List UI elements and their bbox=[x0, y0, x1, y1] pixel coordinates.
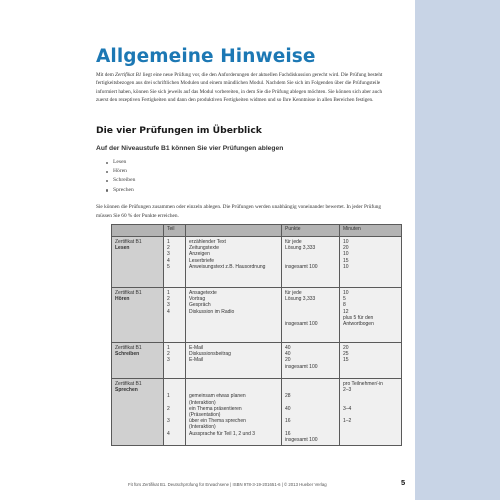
intro-text-start: Mit dem bbox=[96, 72, 116, 78]
points-cell bbox=[282, 379, 340, 446]
cell-line: 2–3 bbox=[343, 387, 352, 394]
bullet-icon bbox=[106, 162, 108, 164]
table-header-row bbox=[112, 225, 402, 237]
cell-line: (Präsentation) bbox=[189, 411, 221, 418]
skill-label: Lesen bbox=[113, 159, 127, 165]
note-paragraph: Sie können die Prüfungen zusammen oder einzeln ablegen. Die Prüfungen werden unabhängig voneinander bewertet. In jeder Prüfung müssen Sie 60 % der Punkte erreichen. bbox=[96, 204, 382, 219]
cell-line: Lesen bbox=[115, 245, 130, 252]
task-cell bbox=[186, 237, 282, 288]
header-cell: Teil bbox=[164, 225, 186, 237]
list-item bbox=[106, 167, 135, 176]
cell-line: 3–4 bbox=[343, 405, 352, 412]
cell-line: insgesamt 100 bbox=[285, 320, 318, 327]
table-row bbox=[112, 379, 402, 446]
cell-line: Diskussion im Radio bbox=[189, 308, 235, 315]
side-band bbox=[415, 0, 500, 500]
cell-line: 16 bbox=[285, 430, 291, 437]
cell-line: 40 bbox=[285, 345, 291, 351]
header-cell bbox=[186, 225, 282, 237]
cell-line: 4 bbox=[167, 430, 170, 437]
minutes-cell bbox=[340, 343, 402, 379]
cell-line: 25 bbox=[343, 351, 349, 358]
cell-line: plus 5 für den bbox=[343, 314, 374, 321]
table-body bbox=[112, 237, 402, 446]
cell-line: Leserbriefe bbox=[189, 257, 215, 264]
bullet-icon bbox=[106, 171, 108, 173]
cell-line: 3 bbox=[167, 302, 170, 309]
cell-line: Anweisungstext z.B. Hausordnung bbox=[189, 263, 266, 270]
cell-line: 2 bbox=[167, 245, 170, 252]
cell-line: Zertifikat B1 bbox=[115, 239, 142, 245]
cell-line: gemeinsam etwas planen bbox=[189, 393, 246, 400]
cell-line: 3 bbox=[167, 251, 170, 258]
cell-line: Lösung 3,333 bbox=[285, 296, 316, 303]
cell-line: 28 bbox=[285, 393, 291, 400]
cell-line: 1–2 bbox=[343, 418, 352, 425]
cell-line: 16 bbox=[285, 418, 291, 425]
footer-text: Fit fürs Zertifikat B1. Deutschprüfung für Erwachsene | ISBN 978-3-19-201651-6 | © 2013 Hueber Verlag bbox=[128, 482, 327, 487]
skills-list bbox=[106, 158, 135, 195]
cell-line: 10 bbox=[343, 239, 349, 245]
points-cell bbox=[282, 343, 340, 379]
minutes-cell bbox=[340, 288, 402, 343]
cell-line: 1 bbox=[167, 345, 170, 351]
cell-line: insgesamt 100 bbox=[285, 263, 318, 270]
cell-line: Hören bbox=[115, 296, 130, 303]
cell-line: ein Thema präsentieren bbox=[189, 405, 242, 412]
cell-line: 5 bbox=[167, 263, 170, 270]
cell-line: 5 bbox=[343, 296, 346, 303]
cell-line: insgesamt 100 bbox=[285, 436, 318, 443]
cell-line: 2 bbox=[167, 405, 170, 412]
list-item bbox=[106, 158, 135, 167]
header-cell: Punkte bbox=[282, 225, 340, 237]
bullet-icon bbox=[106, 189, 108, 191]
cell-line: E-Mail bbox=[189, 357, 204, 364]
cell-line: 1 bbox=[167, 393, 170, 400]
task-cell bbox=[186, 379, 282, 446]
exam-table bbox=[111, 224, 402, 446]
cell-line: 20 bbox=[343, 245, 349, 252]
cell-line: Zertifikat B1 bbox=[115, 290, 142, 296]
cell-line: E-Mail bbox=[189, 345, 204, 351]
cell-line: Lösung 3,333 bbox=[285, 245, 316, 252]
task-cell bbox=[186, 288, 282, 343]
cell-line: über ein Thema sprechen bbox=[189, 418, 246, 425]
minutes-cell bbox=[340, 379, 402, 446]
cell-line: für jede bbox=[285, 239, 302, 245]
bullet-icon bbox=[106, 180, 108, 182]
cell-line: Schreiben bbox=[115, 351, 140, 358]
cell-line: 40 bbox=[285, 405, 291, 412]
cell-line: 15 bbox=[343, 357, 349, 364]
cell-line: Sprechen bbox=[115, 387, 138, 394]
table-row bbox=[112, 237, 402, 288]
skill-label: Hören bbox=[113, 168, 127, 175]
intro-paragraph bbox=[96, 71, 388, 104]
cell-line: 4 bbox=[167, 308, 170, 315]
table-row bbox=[112, 343, 402, 379]
cell-line: Zertifikat B1 bbox=[115, 345, 142, 351]
header-cell bbox=[112, 225, 164, 237]
cell-line: Aussprache für Teil 1, 2 und 3 bbox=[189, 430, 256, 437]
points-cell bbox=[282, 288, 340, 343]
cell-line: Zeitungstexte bbox=[189, 245, 220, 252]
cell-line: 10 bbox=[343, 251, 349, 258]
cell-line: Vortrag bbox=[189, 296, 206, 303]
teil-cell bbox=[164, 379, 186, 446]
skill-label: Schreiben bbox=[113, 177, 136, 184]
cell-line: 20 bbox=[343, 345, 349, 351]
page-title: Allgemeine Hinweise bbox=[96, 46, 316, 67]
section-title: Die vier Prüfungen im Überblick bbox=[96, 125, 262, 136]
cell-line: 4 bbox=[167, 257, 170, 264]
module-cell bbox=[112, 288, 164, 343]
cell-line: erzählender Text bbox=[189, 239, 226, 245]
cell-line: 20 bbox=[285, 357, 291, 364]
cell-line: insgesamt 100 bbox=[285, 363, 318, 370]
points-cell bbox=[282, 237, 340, 288]
list-item bbox=[106, 176, 135, 185]
cell-line: 10 bbox=[343, 263, 349, 270]
cell-line: 40 bbox=[285, 351, 291, 358]
cell-line: pro Teilnehmer/-in bbox=[343, 381, 383, 387]
minutes-cell bbox=[340, 237, 402, 288]
cell-line: 1 bbox=[167, 239, 170, 245]
cell-line: 3 bbox=[167, 418, 170, 425]
cell-line: für jede bbox=[285, 290, 302, 296]
intro-text-rest: liegt eine neue Prüfung vor, die den Anforderungen der aktuellen Fachdiskussion gerecht wird. Die Prüfung besteht fertigkeitsbezogen aus drei schriftlichen Modulen und einem mündlichen Modul. Nachdem Sie sich im Folgenden über die Prüfungsteile informiert haben, können Sie sich jeweils auf das Modul vorbereiten, in dem Sie die Prüfung ablegen möchten. Sie können sich aber auch zuerst den rezeptiven Fertigkeiten und dann den produktiven Fertigkeiten widmen und so Ihre Kenntnisse in allen Bereichen festigen. bbox=[96, 72, 383, 103]
module-cell bbox=[112, 237, 164, 288]
sub-title: Auf der Niveaustufe B1 können Sie vier Prüfungen ablegen bbox=[96, 145, 284, 152]
cell-line: Anzeigen bbox=[189, 251, 210, 258]
cell-line: Antwortbogen bbox=[343, 321, 374, 328]
cell-line: (Interaktion) bbox=[189, 424, 216, 431]
task-cell bbox=[186, 343, 282, 379]
cell-line: 2 bbox=[167, 296, 170, 303]
cell-line: Diskussionsbeitrag bbox=[189, 351, 231, 358]
teil-cell bbox=[164, 237, 186, 288]
cell-line: 12 bbox=[343, 308, 349, 315]
teil-cell bbox=[164, 343, 186, 379]
table-row bbox=[112, 288, 402, 343]
module-cell bbox=[112, 343, 164, 379]
cell-line: Gespräch bbox=[189, 302, 211, 309]
teil-cell bbox=[164, 288, 186, 343]
page-number: 5 bbox=[401, 478, 406, 487]
cell-line: 3 bbox=[167, 357, 170, 364]
module-cell bbox=[112, 379, 164, 446]
cell-line: 2 bbox=[167, 351, 170, 358]
cell-line: Zertifikat B1 bbox=[115, 381, 142, 387]
header-cell: Minuten bbox=[340, 225, 402, 237]
intro-title-italic: Zertifikat B1 bbox=[115, 72, 142, 78]
skill-label: Sprechen bbox=[113, 186, 134, 193]
cell-line: 15 bbox=[343, 257, 349, 264]
cell-line: 1 bbox=[167, 290, 170, 296]
cell-line: Ansagetexte bbox=[189, 290, 217, 296]
cell-line: 10 bbox=[343, 290, 349, 296]
list-item bbox=[106, 186, 135, 195]
cell-line: (Interaktion) bbox=[189, 399, 216, 406]
cell-line: 8 bbox=[343, 302, 346, 309]
